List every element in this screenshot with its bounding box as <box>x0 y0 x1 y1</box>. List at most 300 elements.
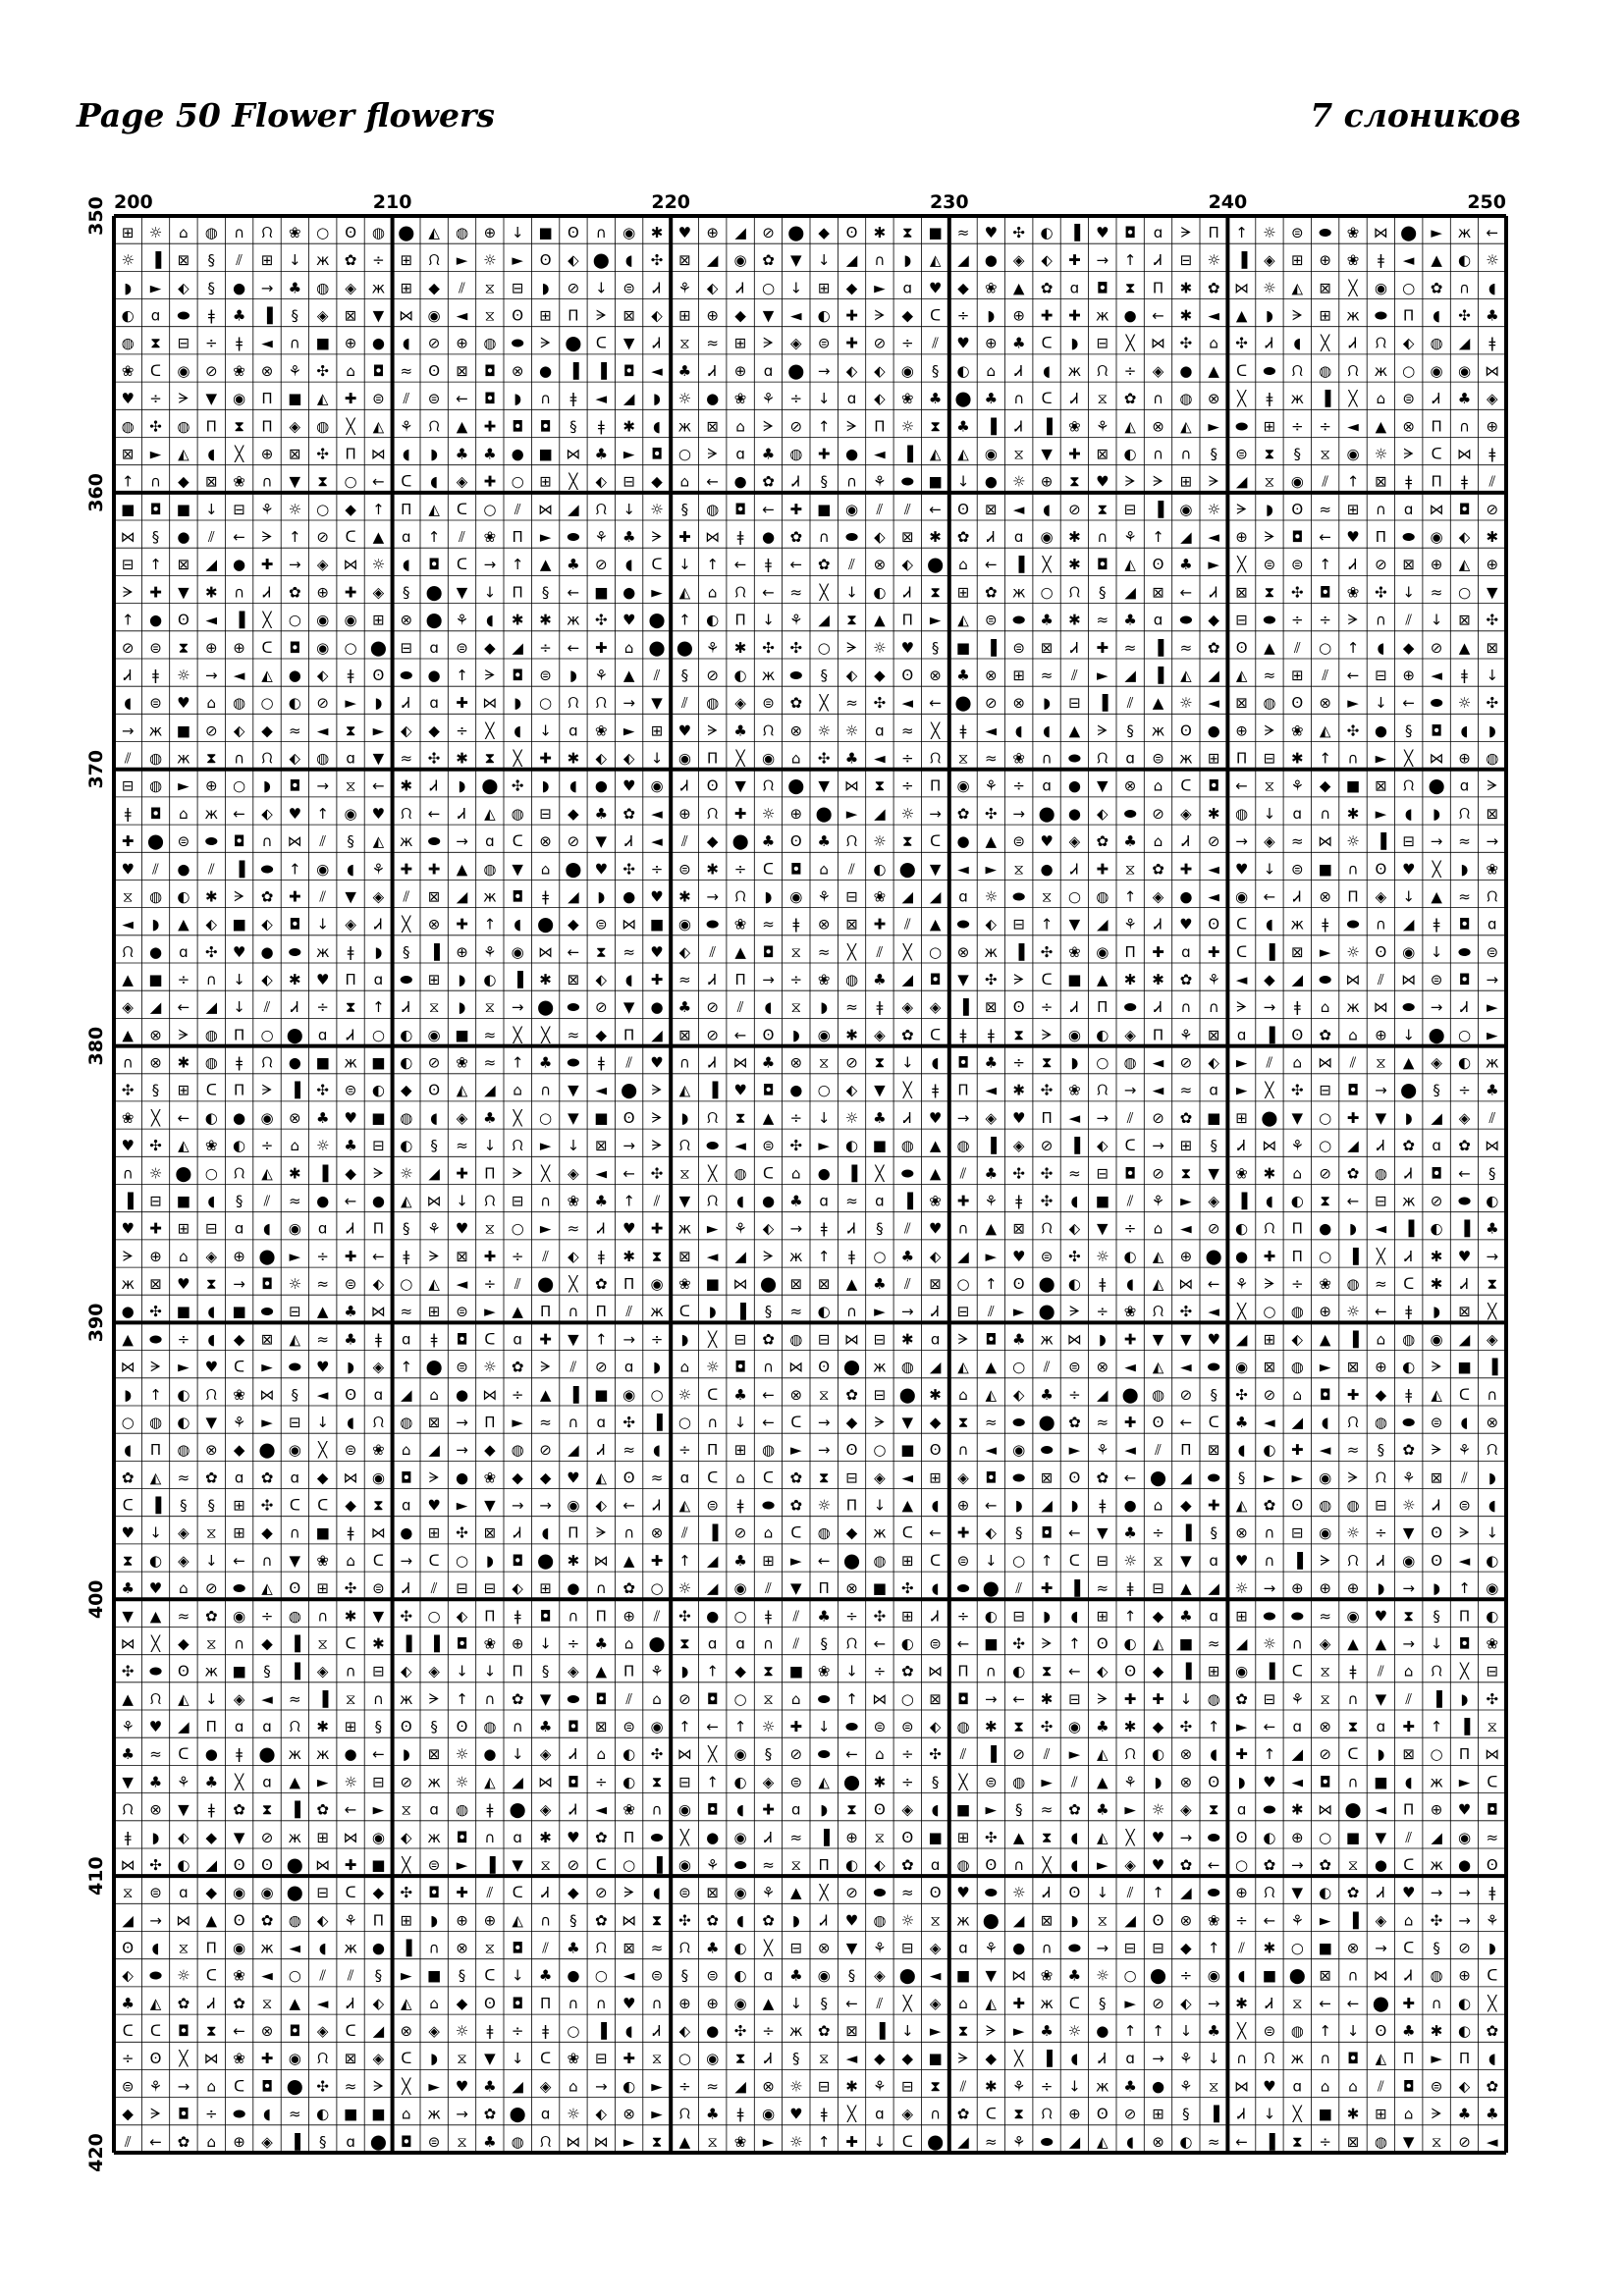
chart-cell-symbol: ⊗ <box>205 1441 218 1460</box>
chart-cell-symbol: ∩ <box>595 1579 607 1598</box>
chart-cell-symbol: ⬬ <box>1040 1441 1054 1460</box>
chart-cell-symbol: ◄ <box>595 1164 608 1183</box>
chart-cell-symbol: ↑ <box>706 1662 719 1681</box>
chart-cell-symbol: ✿ <box>483 2105 497 2123</box>
chart-cell-symbol: ж <box>204 1662 219 1681</box>
chart-cell-symbol: ↑ <box>733 1718 747 1735</box>
chart-cell-symbol: ╳ <box>902 1081 912 1099</box>
chart-cell-symbol: ◐ <box>204 1108 218 1127</box>
chart-cell-symbol: § <box>541 1662 550 1681</box>
chart-cell-symbol: ╳ <box>708 1745 718 1764</box>
chart-cell-symbol: ⚘ <box>1234 1275 1249 1293</box>
chart-cell-symbol: ╳ <box>931 721 941 740</box>
chart-cell-symbol: ◘ <box>539 1607 552 1626</box>
chart-cell-symbol: ⚘ <box>984 1939 999 1957</box>
chart-cell-symbol: ← <box>1235 2132 1248 2151</box>
chart-cell-symbol: ○ <box>1263 1303 1276 1321</box>
chart-cell-symbol: → <box>1486 832 1499 851</box>
chart-cell-symbol: ↓ <box>845 1662 858 1681</box>
chart-cell-symbol: ⌂ <box>623 1634 634 1653</box>
chart-cell-symbol: ◈ <box>1319 1634 1331 1653</box>
chart-cell-symbol: ʘ <box>1375 942 1387 961</box>
chart-cell-symbol: ⬖ <box>678 2022 691 2041</box>
chart-cell-symbol: ✱ <box>650 224 664 241</box>
chart-cell-symbol: → <box>789 1219 803 1238</box>
chart-cell-symbol: ○ <box>677 2050 691 2068</box>
chart-cell-symbol: § <box>680 667 689 684</box>
chart-cell-symbol: ⫽ <box>1461 1468 1468 1487</box>
chart-cell-symbol: ▐ <box>1458 1219 1471 1238</box>
chart-cell-symbol: ⧖ <box>818 1385 830 1404</box>
chart-cell-symbol: ♣ <box>761 445 776 463</box>
chart-cell-symbol: ⊕ <box>1375 1358 1387 1376</box>
chart-cell-symbol: → <box>1291 1855 1304 1874</box>
chart-cell-symbol: ǂ <box>1322 915 1329 934</box>
chart-cell-symbol: ► <box>1458 1773 1471 1791</box>
chart-cell-symbol: ɑ <box>402 1496 411 1515</box>
chart-cell-symbol: ◗ <box>1404 1108 1413 1127</box>
chart-cell-symbol: ↓ <box>622 500 635 518</box>
chart-cell-symbol: ᙁ <box>1152 1303 1164 1321</box>
chart-cell-symbol: Ꮧ <box>347 1026 355 1044</box>
chart-cell-symbol: ж <box>789 1247 803 1265</box>
chart-cell-symbol: ⬖ <box>178 279 189 297</box>
chart-cell-symbol: ⧗ <box>651 2132 663 2151</box>
chart-cell-symbol: ❀ <box>1123 1303 1137 1321</box>
chart-cell-symbol: ◍ <box>1319 361 1332 380</box>
chart-cell-symbol: ◢ <box>512 2077 523 2096</box>
chart-cell-symbol: ⊞ <box>1152 2105 1164 2123</box>
chart-cell-symbol: ⫽ <box>1043 1745 1051 1764</box>
chart-cell-symbol: ᙁ <box>1375 1468 1387 1487</box>
chart-cell-symbol: ▼ <box>595 832 608 851</box>
chart-cell-symbol: ◐ <box>316 2105 330 2123</box>
chart-cell-symbol: ◄ <box>456 306 468 325</box>
chart-cell-symbol: ≈ <box>789 1828 803 1846</box>
chart-cell-symbol: ✣ <box>1458 306 1471 325</box>
chart-cell-symbol: ╳ <box>1125 1828 1135 1846</box>
chart-cell-symbol: ☼ <box>677 1579 692 1598</box>
chart-cell-symbol: ⬖ <box>401 1662 412 1681</box>
chart-cell-symbol: ▐ <box>1264 1662 1275 1681</box>
chart-cell-symbol: ■ <box>232 1662 246 1681</box>
chart-cell-symbol: ⊠ <box>929 1689 942 1708</box>
chart-cell-symbol: ǂ <box>486 2022 494 2041</box>
chart-cell-symbol: ▲ <box>929 1137 942 1155</box>
chart-cell-symbol: ◈ <box>901 998 914 1017</box>
chart-cell-symbol: ⊞ <box>1319 306 1331 325</box>
chart-cell-symbol: ▼ <box>1375 1828 1387 1846</box>
chart-cell-symbol: ◖ <box>1488 2050 1496 2068</box>
chart-cell-symbol: ⬬ <box>1207 1468 1220 1487</box>
chart-cell-symbol: ▐ <box>1458 1718 1471 1735</box>
chart-cell-symbol: ⧖ <box>1347 1855 1359 1874</box>
chart-cell-symbol: ʘ <box>177 1662 189 1681</box>
chart-cell-symbol: ◗ <box>1377 1579 1385 1598</box>
chart-cell-symbol: ☼ <box>148 224 163 241</box>
chart-cell-symbol: ᗒ <box>957 2050 969 2068</box>
chart-cell-symbol: ᗒ <box>1347 611 1359 629</box>
chart-cell-symbol: ⬖ <box>1208 1053 1219 1072</box>
chart-cell-symbol: § <box>403 942 410 961</box>
chart-cell-symbol: ✱ <box>1291 1800 1304 1819</box>
chart-cell-symbol: ◐ <box>1067 1275 1081 1293</box>
chart-cell-symbol: ▐ <box>651 1414 663 1431</box>
chart-cell-symbol: ⊜ <box>706 1496 719 1515</box>
chart-cell-symbol: § <box>680 500 689 518</box>
chart-cell-symbol: ɑ <box>1181 942 1191 961</box>
chart-cell-symbol: ✣ <box>260 1496 274 1515</box>
chart-cell-symbol: ◉ <box>1319 1523 1332 1542</box>
chart-cell-symbol: ▲ <box>1319 1330 1331 1349</box>
chart-cell-symbol: ▲ <box>1458 638 1471 657</box>
chart-cell-symbol: ► <box>1235 1081 1248 1099</box>
chart-cell-symbol: ÷ <box>901 1773 914 1791</box>
chart-cell-symbol: ⚘ <box>1123 528 1137 546</box>
chart-cell-symbol: ⧖ <box>457 2050 467 2068</box>
chart-cell-symbol: ◢ <box>901 971 914 988</box>
chart-cell-symbol: ᙁ <box>595 694 608 713</box>
chart-cell-symbol: Ꮧ <box>1460 998 1469 1017</box>
chart-cell-symbol: ⬤ <box>676 638 693 657</box>
chart-cell-symbol: ◍ <box>789 1330 803 1349</box>
chart-cell-symbol: ◢ <box>1291 1414 1304 1431</box>
chart-cell-symbol: ╳ <box>1488 1994 1497 2012</box>
chart-cell-symbol: ○ <box>1067 887 1081 906</box>
chart-cell-symbol: ◖ <box>736 1800 745 1819</box>
chart-cell-symbol: ♥ <box>1374 1607 1388 1626</box>
chart-cell-symbol: ■ <box>928 472 943 491</box>
chart-cell-symbol: ≈ <box>177 1607 190 1626</box>
chart-cell-symbol: ᙁ <box>1458 804 1471 823</box>
chart-cell-symbol: ◍ <box>148 887 163 906</box>
chart-cell-symbol: ⬬ <box>233 1579 246 1598</box>
chart-cell-symbol: ᗒ <box>484 667 496 684</box>
chart-cell-symbol: ⬤ <box>258 1441 276 1460</box>
chart-cell-symbol: ◍ <box>204 1026 218 1044</box>
chart-cell-symbol: ♥ <box>427 1496 441 1515</box>
chart-cell-symbol: ✣ <box>985 804 998 823</box>
chart-cell-symbol: ⋈ <box>593 2132 609 2151</box>
chart-cell-symbol: ɑ <box>1292 804 1303 823</box>
chart-cell-symbol: ж <box>1040 1994 1054 2012</box>
chart-cell-symbol: Ꮧ <box>764 1828 773 1846</box>
chart-cell-symbol: ✿ <box>1319 1026 1331 1044</box>
chart-cell-symbol: ⬤ <box>565 334 582 352</box>
chart-cell-symbol: ✿ <box>817 2022 831 2041</box>
chart-cell-symbol: ж <box>677 1219 692 1238</box>
chart-cell-symbol: ᗒ <box>1041 1026 1053 1044</box>
chart-cell-symbol: ✱ <box>873 1773 887 1791</box>
chart-cell-symbol: ⬤ <box>843 1551 860 1570</box>
chart-cell-symbol: ▐ <box>595 361 608 380</box>
chart-cell-symbol: ◄ <box>651 361 663 380</box>
chart-cell-symbol: ⊠ <box>1430 1468 1443 1487</box>
chart-cell-symbol: ← <box>1402 694 1415 713</box>
chart-cell-symbol: ⊜ <box>1263 556 1276 574</box>
chart-cell-symbol: ■ <box>315 1053 330 1072</box>
chart-cell-symbol: § <box>1210 1137 1217 1155</box>
chart-cell-symbol: Ꮧ <box>1460 1275 1469 1293</box>
chart-cell-symbol: ◄ <box>957 860 969 879</box>
chart-cell-symbol: ᑕ <box>901 1523 913 1542</box>
chart-cell-symbol: ◍ <box>288 1607 301 1626</box>
chart-cell-symbol: ⋈ <box>676 1745 692 1764</box>
chart-cell-symbol: ■ <box>594 583 609 602</box>
chart-cell-symbol: ▼ <box>568 1081 579 1099</box>
chart-cell-symbol: ⊠ <box>929 1275 942 1293</box>
chart-cell-symbol: ↑ <box>456 667 468 684</box>
chart-cell-symbol: ◐ <box>984 1607 998 1626</box>
chart-cell-symbol: ◖ <box>347 1414 355 1431</box>
chart-cell-symbol: ⧗ <box>317 472 328 491</box>
chart-cell-symbol: § <box>1126 721 1134 740</box>
chart-cell-symbol: ✚ <box>1040 306 1054 325</box>
chart-cell-symbol: ◄ <box>1487 2132 1498 2151</box>
chart-cell-symbol: ⊘ <box>1040 1137 1054 1155</box>
chart-cell-symbol: ≈ <box>567 1219 580 1238</box>
chart-cell-symbol: ⧗ <box>734 2050 746 2068</box>
chart-cell-symbol: ▼ <box>484 1496 496 1515</box>
chart-cell-symbol: ▼ <box>1375 1108 1387 1127</box>
chart-cell-symbol: ⫽ <box>1378 1662 1384 1681</box>
chart-cell-symbol: ⫽ <box>1126 1884 1134 1902</box>
chart-cell-symbol: ↓ <box>1486 1523 1499 1542</box>
chart-cell-symbol: ❀ <box>483 1468 497 1487</box>
chart-cell-symbol: ≈ <box>177 1468 190 1487</box>
chart-cell-symbol: ▐ <box>1319 390 1331 408</box>
chart-cell-symbol: ʘ <box>1012 998 1025 1017</box>
chart-cell-symbol: ǂ <box>236 1745 243 1764</box>
chart-cell-symbol: ⊠ <box>344 306 357 325</box>
chart-cell-symbol: → <box>1123 1081 1137 1099</box>
chart-cell-symbol: Ꮧ <box>291 998 299 1017</box>
chart-cell-symbol: ◈ <box>539 1800 552 1819</box>
chart-cell-symbol: ✚ <box>121 832 135 851</box>
chart-cell-symbol: ⋈ <box>538 1773 554 1791</box>
chart-cell-symbol: ɑ <box>791 1800 801 1819</box>
chart-cell-symbol: ✣ <box>789 638 803 657</box>
chart-cell-symbol: ◖ <box>624 556 633 574</box>
chart-cell-symbol: ← <box>456 390 468 408</box>
chart-cell-symbol: ► <box>372 1800 385 1819</box>
chart-cell-symbol: ∩ <box>568 1414 579 1431</box>
chart-cell-symbol: ○ <box>371 1026 385 1044</box>
chart-cell-symbol: ✣ <box>149 1303 162 1321</box>
chart-cell-symbol: ◘ <box>957 1053 969 1072</box>
chart-cell-symbol: Π <box>1403 1800 1415 1819</box>
chart-cell-symbol: Π <box>818 1855 830 1874</box>
chart-cell-symbol: § <box>207 251 216 270</box>
chart-cell-symbol: ᗒ <box>763 1247 774 1265</box>
chart-cell-symbol: Ꮧ <box>1043 1884 1052 1902</box>
chart-cell-symbol: ◖ <box>1265 1192 1273 1210</box>
chart-cell-symbol: Ꮧ <box>1070 860 1079 879</box>
chart-cell-symbol: ᙁ <box>1291 361 1304 380</box>
chart-cell-symbol: → <box>817 1441 831 1460</box>
chart-cell-symbol: ☼ <box>1096 1966 1109 1985</box>
chart-cell-symbol: ɑ <box>317 1219 328 1238</box>
chart-cell-symbol: ᑕ <box>930 1026 942 1044</box>
chart-cell-symbol: ʘ <box>1291 1496 1304 1515</box>
chart-cell-symbol: ↑ <box>706 556 719 574</box>
chart-cell-symbol: ⌂ <box>791 1164 801 1183</box>
chart-cell-symbol: ☼ <box>844 721 859 740</box>
chart-cell-symbol: ► <box>1041 1773 1053 1791</box>
chart-cell-symbol: ◈ <box>372 887 385 906</box>
chart-cell-symbol: ⚘ <box>873 2077 887 2096</box>
chart-cell-symbol: ⫽ <box>263 998 271 1017</box>
chart-cell-symbol: ⊗ <box>289 1108 301 1127</box>
chart-cell-symbol: ᗒ <box>1487 776 1498 795</box>
chart-cell-symbol: ⊠ <box>427 1745 441 1764</box>
chart-cell-symbol: ✚ <box>260 2050 274 2068</box>
chart-cell-symbol: ∩ <box>568 1607 579 1626</box>
chart-cell-symbol: ↓ <box>762 611 775 629</box>
chart-cell-symbol: ◢ <box>706 1551 719 1570</box>
chart-cell-symbol: Ꮧ <box>791 472 800 491</box>
chart-cell-symbol: § <box>151 528 160 546</box>
chart-cell-symbol: ◍ <box>316 749 330 768</box>
chart-cell-symbol: ╳ <box>485 721 495 740</box>
chart-cell-symbol: ↓ <box>1096 1884 1109 1902</box>
chart-cell-symbol: ☼ <box>1123 1551 1137 1570</box>
chart-cell-symbol: Ꮧ <box>1349 556 1357 574</box>
chart-cell-symbol: ⊜ <box>344 1275 357 1293</box>
chart-cell-symbol: ○ <box>1402 361 1416 380</box>
chart-cell-symbol: ↑ <box>1068 1634 1081 1653</box>
chart-cell-symbol: ⧗ <box>1403 1607 1414 1626</box>
chart-cell-symbol: ◍ <box>900 1358 914 1376</box>
chart-cell-symbol: ● <box>761 1192 776 1210</box>
chart-cell-symbol: ✱ <box>1486 528 1499 546</box>
chart-cell-symbol: ✚ <box>1346 1385 1360 1404</box>
chart-cell-symbol: ♣ <box>1123 832 1137 851</box>
chart-cell-symbol: ⊜ <box>1012 638 1025 657</box>
chart-cell-symbol: ⬬ <box>233 2105 246 2123</box>
chart-cell-symbol: ⋈ <box>287 832 302 851</box>
chart-cell-symbol: ⊜ <box>1235 445 1248 463</box>
chart-cell-symbol: ◭ <box>484 804 496 823</box>
chart-cell-symbol: ♣ <box>148 1773 163 1791</box>
chart-cell-symbol: ◄ <box>1124 1358 1136 1376</box>
chart-cell-symbol: ж <box>288 1828 302 1846</box>
chart-cell-symbol: ⊠ <box>985 998 998 1017</box>
chart-cell-symbol: ◉ <box>1290 472 1304 491</box>
chart-cell-symbol: ● <box>1207 721 1220 740</box>
chart-cell-symbol: ⬬ <box>1458 942 1471 961</box>
chart-cell-symbol: ◭ <box>1291 279 1304 297</box>
chart-cell-symbol: ⊜ <box>149 638 162 657</box>
chart-cell-symbol: ⊗ <box>1152 417 1164 436</box>
chart-cell-symbol: ᗒ <box>178 390 189 408</box>
chart-cell-symbol: ⊕ <box>233 638 245 657</box>
chart-cell-symbol: ⚘ <box>1151 1192 1165 1210</box>
chart-cell-symbol: ⊟ <box>456 1579 468 1598</box>
chart-cell-symbol: ■ <box>232 915 246 934</box>
chart-cell-symbol: ◄ <box>233 667 245 684</box>
chart-cell-symbol: ○ <box>1235 1855 1249 1874</box>
chart-cell-symbol: ◭ <box>372 417 385 436</box>
chart-cell-symbol: ❀ <box>622 1800 635 1819</box>
chart-cell-symbol: ○ <box>344 472 357 491</box>
chart-cell-symbol: ⬬ <box>1402 998 1416 1017</box>
chart-cell-symbol: ᗒ <box>1208 472 1219 491</box>
chart-cell-symbol: ≈ <box>400 1303 413 1321</box>
chart-cell-symbol: ♣ <box>121 1994 135 2012</box>
chart-cell-symbol: ← <box>733 556 747 574</box>
chart-cell-symbol: ◢ <box>845 251 858 270</box>
chart-cell-symbol: ÷ <box>901 776 914 795</box>
chart-cell-symbol: ○ <box>761 279 776 297</box>
chart-cell-symbol: Π <box>707 749 719 768</box>
chart-cell-symbol: ж <box>427 1773 441 1791</box>
chart-cell-symbol: ◆ <box>233 1330 245 1349</box>
chart-cell-symbol: ▲ <box>845 1275 858 1293</box>
chart-cell-symbol: ◗ <box>151 915 160 934</box>
chart-cell-symbol: ⫽ <box>514 1275 521 1293</box>
chart-cell-symbol: ◉ <box>900 361 914 380</box>
chart-cell-symbol: ✱ <box>567 749 580 768</box>
chart-cell-symbol: ✣ <box>427 749 441 768</box>
chart-cell-symbol: ☼ <box>371 556 386 574</box>
chart-cell-symbol: ᑕ <box>1068 1551 1080 1570</box>
chart-cell-symbol: ◄ <box>1208 887 1219 906</box>
chart-cell-symbol: ☼ <box>567 2105 580 2123</box>
chart-cell-symbol: ✿ <box>817 556 831 574</box>
chart-cell-symbol: § <box>820 667 828 684</box>
y-tick-label: 360 <box>85 473 107 512</box>
chart-cell-symbol: ⌂ <box>206 2132 217 2151</box>
chart-cell-symbol: ✿ <box>901 1855 914 1874</box>
chart-cell-symbol: ⫽ <box>848 556 855 574</box>
chart-cell-symbol: ◉ <box>706 2050 720 2068</box>
chart-cell-symbol: ⧖ <box>178 1939 189 1957</box>
chart-cell-symbol: ⬬ <box>511 334 524 352</box>
chart-cell-symbol: ► <box>1431 224 1442 241</box>
chart-cell-symbol: ↑ <box>845 1689 858 1708</box>
chart-cell-symbol: ◆ <box>345 500 356 518</box>
chart-cell-symbol: ◖ <box>931 1053 940 1072</box>
chart-cell-symbol: ✣ <box>762 638 775 657</box>
chart-cell-symbol: ᑕ <box>678 1303 690 1321</box>
chart-cell-symbol: ⬖ <box>595 749 608 768</box>
chart-cell-symbol: ↓ <box>1430 942 1443 961</box>
chart-cell-symbol: Π <box>1431 472 1442 491</box>
chart-cell-symbol: ○ <box>650 1579 664 1598</box>
chart-cell-symbol: ◉ <box>650 776 664 795</box>
chart-cell-symbol: ● <box>622 583 636 602</box>
chart-cell-symbol: ↓ <box>956 472 970 491</box>
chart-cell-symbol: ◍ <box>1263 694 1276 713</box>
chart-cell-symbol: ♥ <box>928 1108 943 1127</box>
chart-cell-symbol: ⬬ <box>1012 611 1026 629</box>
chart-cell-symbol: Π <box>261 390 273 408</box>
chart-cell-symbol: ⬤ <box>398 224 415 241</box>
chart-cell-symbol: ⫽ <box>625 1689 633 1708</box>
chart-cell-symbol: ◢ <box>901 887 914 906</box>
chart-cell-symbol: ⌂ <box>1376 1330 1386 1349</box>
chart-cell-symbol: ▼ <box>929 860 942 879</box>
chart-cell-symbol: ◢ <box>484 1081 496 1099</box>
chart-cell-symbol: ∩ <box>1153 445 1163 463</box>
chart-cell-symbol: ◈ <box>790 334 802 352</box>
chart-cell-symbol: ⬬ <box>400 667 413 684</box>
chart-cell-symbol: ⊠ <box>1207 1026 1220 1044</box>
chart-cell-symbol: ⊕ <box>956 1496 970 1515</box>
chart-cell-symbol: ◐ <box>177 1855 190 1874</box>
chart-cell-symbol: ✣ <box>316 1081 329 1099</box>
